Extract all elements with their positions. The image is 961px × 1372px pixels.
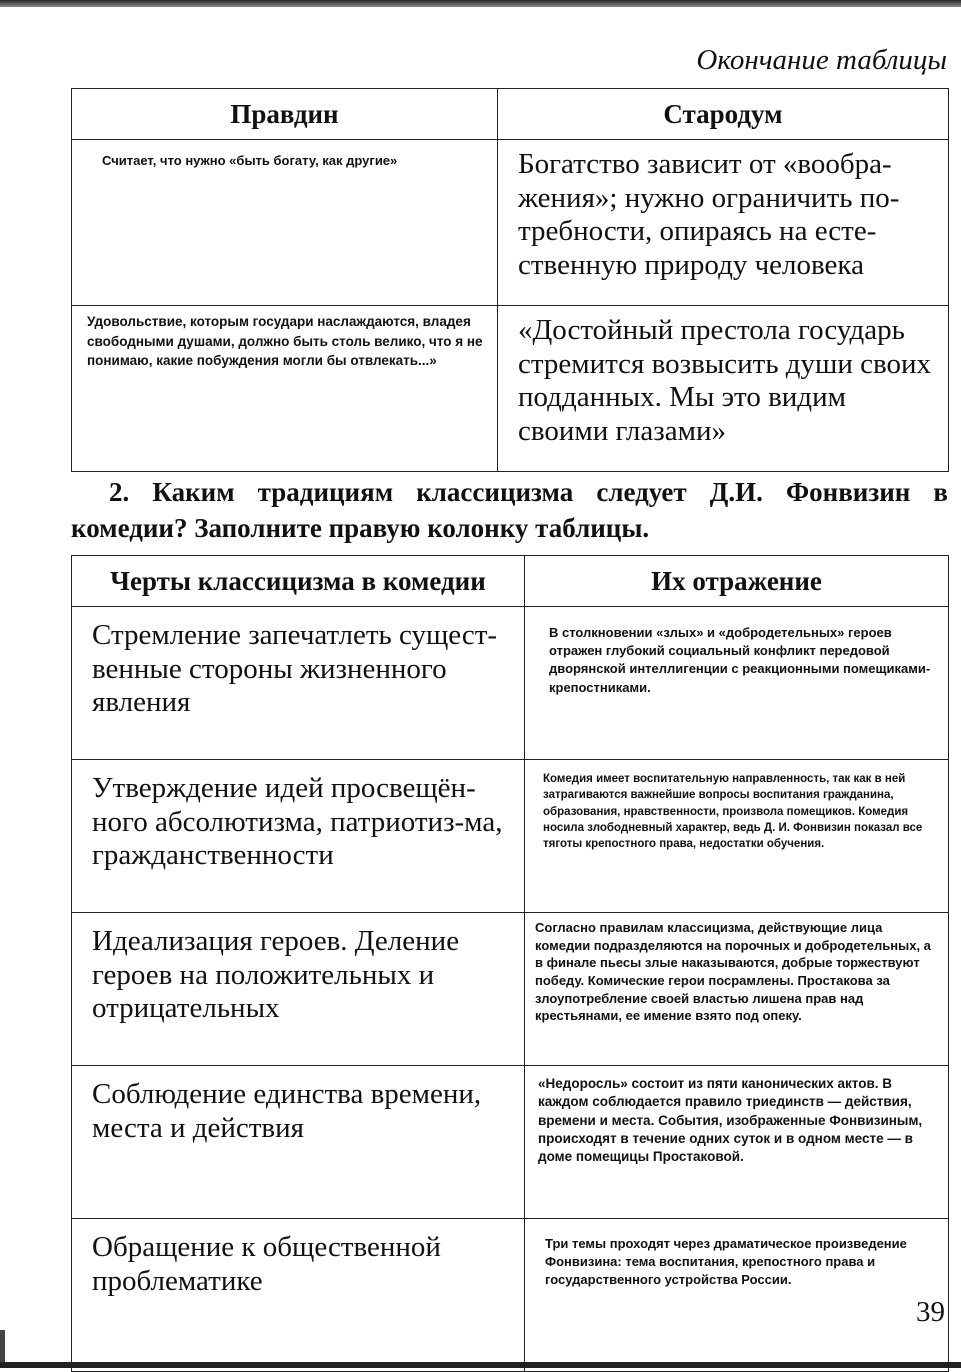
page-number: 39 — [916, 1296, 945, 1328]
feature-cell-4: Соблюдение единства времени, места и действия — [72, 1066, 525, 1219]
header-features: Черты классицизма в комедии — [72, 556, 525, 607]
scan-top-edge — [0, 0, 961, 7]
starodum-cell-1: Богатство зависит от «вообра-жения»; нужно ограничить по-требности, опираясь на есте-ственную природу человека — [498, 140, 949, 306]
pravdin-answer-1: Считает, что нужно «быть богату, как другие» — [72, 140, 498, 306]
feature-cell-3: Идеализация героев. Деление героев на положительных и отрицательных — [72, 913, 525, 1066]
reflection-answer-1: В столкновении «злых» и «добродетельных» героев отражен глубокий социальный конфликт передовой дворянской интеллигенции с реакционными помещиками-крепостниками. — [525, 607, 949, 760]
header-starodum: Стародум — [498, 89, 949, 140]
table-row — [72, 760, 949, 913]
feature-cell-1: Стремление запечатлеть сущест-венные стороны жизненного явления — [72, 607, 525, 760]
table-continuation-caption: Окончание таблицы — [696, 44, 947, 76]
table-row — [72, 913, 949, 1066]
task-2-question: 2. Каким традициям классицизма следует Д.И. Фонвизин в комедии? Заполните правую колонку таблицы. — [71, 477, 948, 544]
reflection-answer-4: «Недоросль» состоит из пяти канонических актов. В каждом соблюдается правило триединств — действия, времени и места. События, изображенные Фонвизиным, происходят в течение одних суток и в одном месте — в доме помещицы Простаковой. — [525, 1066, 949, 1219]
header-reflection: Их отражение — [525, 556, 949, 607]
feature-cell-2: Утверждение идей просвещён-ного абсолютизма, патриотиз-ма, гражданственности — [72, 760, 525, 913]
reflection-answer-2: Комедия имеет воспитательную направленность, так как в ней затрагиваются важнейшие вопросы воспитания гражданина, образования, нравственности, произвола помещиков. Комедия носила злободневный характер, ведь Д. И. Фонвизин показал все тяготы крепостного права, недостатки обучения. — [525, 760, 949, 913]
table-row — [72, 140, 949, 306]
table-row — [72, 306, 949, 472]
reflection-answer-3: Согласно правилам классицизма, действующие лица комедии подразделяются на порочных и добродетельных, а в финале пьесы злые наказываются, добрые торжествуют победу. Комические герои посрамлены. Простакова за злоупотребление своей властью лишена прав над крестьянами, ее имение взято под опеку. — [525, 913, 949, 1066]
table-row — [72, 1066, 949, 1219]
classicism-features-table — [71, 555, 949, 1372]
header-pravdin: Правдин — [72, 89, 498, 140]
starodum-cell-2: «Достойный престола государь стремится возвысить души своих подданных. Мы это видим своими глазами» — [498, 306, 949, 472]
table-row — [72, 607, 949, 760]
feature-cell-5: Обращение к общественной проблематике — [72, 1219, 525, 1372]
reflection-answer-5: Три темы проходят через драматическое произведение Фонвизина: тема воспитания, крепостного права и государственного устройства России. — [525, 1219, 949, 1372]
table-row — [72, 1219, 949, 1372]
pravdin-starodum-table — [71, 88, 949, 472]
pravdin-answer-2: Удовольствие, которым государи наслаждаются, владея свободными душами, должно быть столь велико, что я не понимаю, какие побуждения могли бы отвлекать...» — [72, 306, 498, 472]
